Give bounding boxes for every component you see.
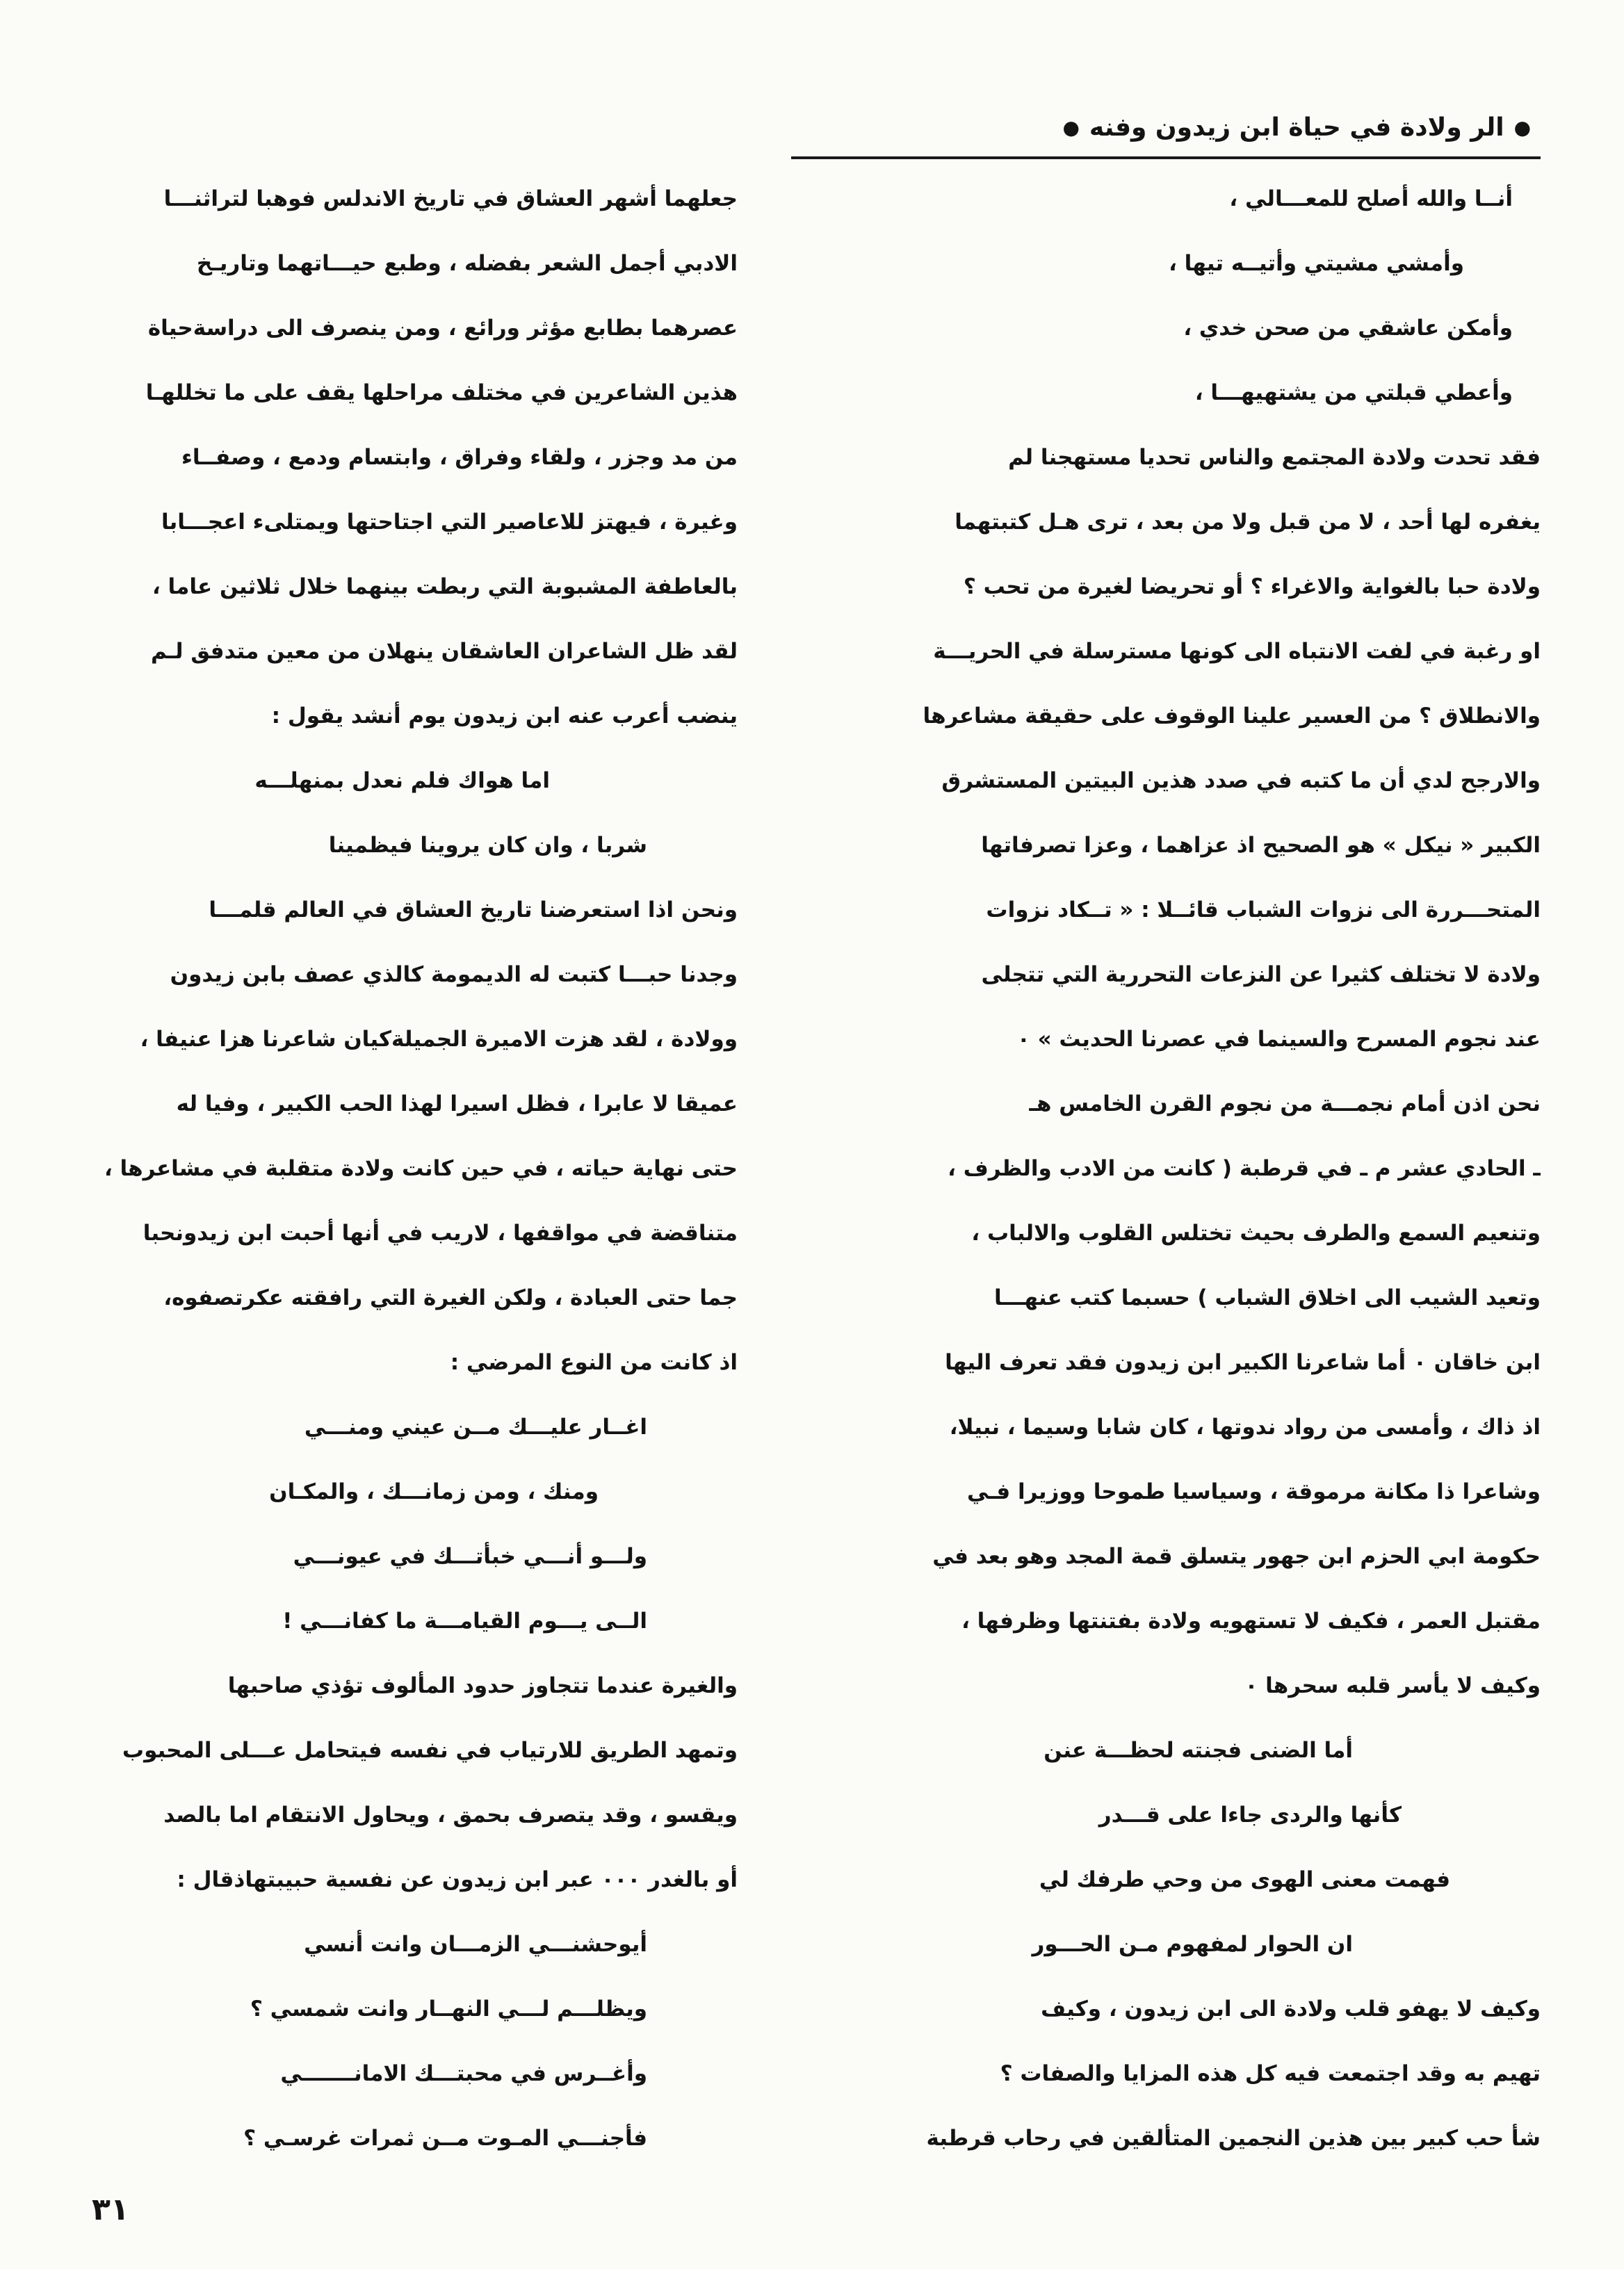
running-title: الر ولادة في حياة ابن زيدون وفنه	[1089, 113, 1504, 142]
text-line: ـ الحادي عشر م ـ في قرطبة ( كانت من الادب والظرف ،	[948, 1156, 1541, 1181]
text-line: متناقضة في مواقفها ، لاريب في أنها أحبت ابن زيدونحبا	[143, 1221, 738, 1246]
verse-line: كأنها والردى جاءا على قـــدر	[1098, 1803, 1402, 1828]
text-line: جما حتى العبادة ، ولكن الغيرة التي رافقته عكرتصفوه،	[163, 1285, 738, 1310]
text-line: جعلهما أشهر العشاق في تاريخ الاندلس فوهبا لتراثنـــا	[163, 186, 738, 211]
verse-line: شربا ، وان كان يروينا فيظمينا	[328, 833, 647, 858]
verse-line: ومنك ، ومن زمانـــك ، والمكـان	[269, 1479, 599, 1504]
text-line: والارجح لدي أن ما كتبه في صدد هذين البيتين المستشرق	[941, 768, 1541, 793]
text-line: بالعاطفة المشبوبة التي ربطت بينهما خلال ثلاثين عاما ،	[152, 574, 738, 599]
verse-line: وأغــرس في محبتـــك الامانـــــــي	[280, 2061, 647, 2086]
text-line: ولادة حبا بالغواية والاغراء ؟ أو تحريضا لغيرة من تحب ؟	[963, 574, 1541, 599]
text-line: لقد ظل الشاعران العاشقان ينهلان من معين متدفق لـم	[151, 639, 738, 664]
text-line: أو بالغدر ٠٠٠ عبر ابن زيدون عن نفسية حبيبتهاذقال :	[177, 1867, 738, 1892]
text-line: ابن خاقان ٠ أما شاعرنا الكبير ابن زيدون فقد تعرف اليها	[945, 1350, 1541, 1375]
verse-line: اما هواك فلم نعدل بمنهلـــه	[254, 768, 550, 793]
text-line: هذين الشاعرين في مختلف مراحلها يقف على ما تخللهـا	[145, 380, 738, 405]
text-line: ويقسو ، وقد يتصرف بحمق ، ويحاول الانتقام اما بالصد	[163, 1803, 738, 1828]
bullet-icon: ●	[1062, 115, 1080, 139]
text-line: والانطلاق ؟ من العسير علينا الوقوف على حقيقة مشاعرها	[923, 704, 1541, 729]
verse-line: أما الضنى فجنته لحظـــة عنن	[1044, 1738, 1353, 1763]
verse-line: اغــار عليـــك مــن عيني ومنـــي	[304, 1415, 647, 1440]
verse-line: ولـــو أنـــي خبأتـــك في عيونـــي	[293, 1544, 647, 1569]
text-line: ولادة لا تختلف كثيرا عن النزعات التحررية التي تتجلى	[981, 962, 1541, 987]
text-line: وكيف لا يأسر قلبه سحرها ٠	[1244, 1673, 1541, 1698]
text-line: حكومة ابي الحزم ابن جهور يتسلق قمة المجد وهو بعد في	[932, 1544, 1541, 1569]
text-line: من مد وجزر ، ولقاء وفراق ، وابتسام ودمع ، وصفــاء	[181, 445, 738, 470]
verse-line: وأمشي مشيتي وأتيــه تيها ،	[1169, 251, 1464, 276]
text-line: وولادة ، لقد هزت الاميرة الجميلةكيان شاعرنا هزا عنيفا ،	[140, 1027, 738, 1052]
text-line: مقتبل العمر ، فكيف لا تستهويه ولادة بفتنتها وظرفها ،	[961, 1609, 1541, 1634]
text-line: اذ كانت من النوع المرضي :	[450, 1350, 738, 1375]
text-line: يغفره لها أحد ، لا من قبل ولا من بعد ، ترى هـل كتبتهما	[955, 510, 1541, 535]
header-rule	[791, 156, 1541, 159]
text-line: وكيف لا يهفو قلب ولادة الى ابن زيدون ، وكيف	[1041, 1996, 1541, 2022]
verse-line: وأمكن عاشقي من صحن خدي ،	[1183, 316, 1513, 341]
verse-line: أيوحشنـــي الزمـــان وانت أنسي	[304, 1932, 647, 1957]
left-column	[35, 167, 738, 2171]
verse-line: فأجنـــي المـوت مــن ثمرات غرسـي ؟	[243, 2126, 647, 2151]
page-header	[791, 103, 1541, 152]
verse-line: ويظلـــم لـــي النهــار وانت شمسي ؟	[250, 1996, 647, 2022]
text-line: عند نجوم المسرح والسينما في عصرنا الحديث » ٠	[1016, 1027, 1541, 1052]
text-line: اذ ذاك ، وأمسى من رواد ندوتها ، كان شابا وسيما ، نبيلا،	[949, 1415, 1541, 1440]
text-line: تهيم به وقد اجتمعت فيه كل هذه المزايا والصفات ؟	[1000, 2061, 1541, 2086]
text-line: وتمهد الطريق للارتياب في نفسه فيتحامل عـــلى المحبوب	[122, 1738, 738, 1763]
right-column	[791, 167, 1541, 2171]
text-line: الكبير « نيكل » هو الصحيح اذ عزاهما ، وعزا تصرفاتها	[981, 833, 1541, 858]
text-line: والغيرة عندما تتجاوز حدود المألوف تؤذي صاحبها	[227, 1673, 738, 1698]
text-line: عميقا لا عابرا ، فظل اسيرا لهذا الحب الكبير ، وفيا له	[176, 1091, 738, 1116]
page-number: ٣١	[92, 2192, 129, 2227]
text-line: المتحـــررة الى نزوات الشباب قائــلا : « تــكاد نزوات	[986, 897, 1541, 922]
verse-line: أنــا والله أصلح للمعـــالي ،	[1229, 186, 1513, 211]
text-line: او رغبة في لفت الانتباه الى كونها مسترسلة في الحريـــة	[933, 639, 1541, 664]
verse-line: الــى يـــوم القيامـــة ما كفانـــي !	[282, 1609, 647, 1634]
text-line: وغيرة ، فيهتز للاعاصير التي اجتاحتها ويمتلىء اعجـــابا	[161, 510, 738, 535]
text-line: فقد تحدت ولادة المجتمع والناس تحديا مستهجنا لم	[1008, 445, 1541, 470]
bullet-icon: ●	[1513, 115, 1531, 139]
text-line: عصرهما بطابع مؤثر ورائع ، ومن ينصرف الى دراسةحياة	[147, 316, 738, 341]
text-line: وتعيد الشيب الى اخلاق الشباب ) حسبما كتب عنهـــا	[993, 1285, 1541, 1310]
text-line: وجدنا حبـــا كتبت له الديمومة كالذي عصف بابن زيدون	[170, 962, 738, 987]
text-line: نحن اذن أمام نجمـــة من نجوم القرن الخامس هـ	[1029, 1091, 1541, 1116]
text-line: حتى نهاية حياته ، في حين كانت ولادة متقلبة في مشاعرها ،	[104, 1156, 738, 1181]
text-line: شأ حب كبير بين هذين النجمين المتألقين في رحاب قرطبة	[926, 2126, 1541, 2151]
verse-line: ان الحوار لمفهوم مـن الحـــور	[1032, 1932, 1353, 1957]
verse-line: وأعطي قبلتي من يشتهيهـــا ،	[1194, 380, 1513, 405]
text-line: ينضب أعرب عنه ابن زيدون يوم أنشد يقول :	[271, 704, 738, 729]
text-line: وشاعرا ذا مكانة مرموقة ، وسياسيا طموحا ووزيرا فـي	[966, 1479, 1541, 1504]
text-line: الادبي أجمل الشعر بفضله ، وطبع حيـــاتهما وتاريـخ	[196, 251, 738, 276]
text-line: ونحن اذا استعرضنا تاريخ العشاق في العالم قلمـــا	[209, 897, 738, 922]
text-line: وتنعيم السمع والطرف بحيث تختلس القلوب والالباب ،	[971, 1221, 1541, 1246]
verse-line: فهمت معنى الهوى من وحي طرفك لي	[1039, 1867, 1450, 1892]
